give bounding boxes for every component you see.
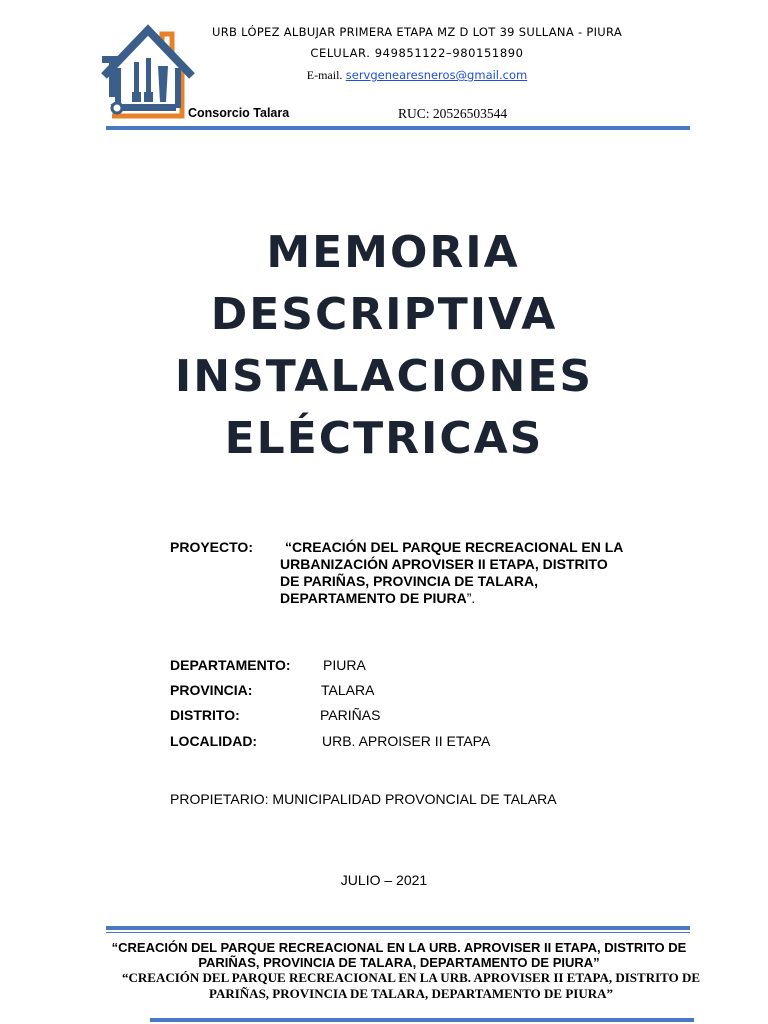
field-label-provincia: PROVINCIA: [170, 682, 253, 698]
footer-serif-line-2: PARIÑAS, PROVINCIA DE TALARA, DEPARTAMENTO DE PIURA” [208, 986, 613, 1001]
header-address: URB LÓPEZ ALBUJAR PRIMERA ETAPA MZ D LOT 39 SULLANA - PIURA [212, 25, 622, 39]
footer-sans-line-2: PARIÑAS, PROVINCIA DE TALARA, DEPARTAMENTO DE PIURA” [198, 955, 600, 970]
project-line-1: “CREACIÓN DEL PARQUE RECREACIONAL EN LA [285, 539, 624, 555]
header-divider [106, 126, 690, 130]
document-title [0, 222, 768, 470]
project-line-4-text: DEPARTAMENTO DE PIURA [280, 590, 467, 606]
ruc-number: RUC: 20526503544 [398, 106, 508, 121]
field-value-localidad: URB. APROISER II ETAPA [322, 733, 491, 749]
company-name: Consorcio Talara [188, 106, 290, 120]
email-link[interactable]: servgenearesneros@gmail.com [345, 68, 528, 82]
footer-project-serif [112, 970, 710, 1002]
footer-divider-thin [106, 932, 690, 933]
field-value-distrito: PARIÑAS [320, 707, 381, 723]
field-label-localidad: LOCALIDAD: [170, 733, 258, 749]
footer-divider [106, 926, 690, 930]
project-line-4-end: ”. [466, 590, 476, 606]
footer-bottom-divider [150, 1018, 694, 1022]
document-date: JULIO – 2021 [340, 872, 428, 888]
owner-line: PROPIETARIO: MUNICIPALIDAD PROVONCIAL DE TALARA [170, 791, 557, 807]
project-line-4 [280, 590, 663, 607]
field-label-distrito: DISTRITO: [170, 707, 240, 723]
title-line-3: INSTALACIONES [174, 351, 594, 402]
title-line-2: DESCRIPTIVA [210, 289, 558, 340]
header-email-line [0, 68, 768, 83]
footer-serif-line-1: “CREACIÓN DEL PARQUE RECREACIONAL EN LA URB. APROVISER II ETAPA, DISTRITO DE [122, 970, 700, 985]
project-line-3: DE PARIÑAS, PROVINCIA DE TALARA, [280, 573, 538, 589]
title-line-4: ELÉCTRICAS [224, 413, 544, 464]
footer-project-sans [100, 940, 698, 970]
project-label: PROYECTO: [170, 539, 253, 555]
email-label: E-mail. [306, 68, 343, 82]
field-value-departamento: PIURA [323, 657, 366, 673]
header-phone: CELULAR. 949851122–980151890 [310, 46, 524, 60]
project-description [280, 539, 663, 607]
footer-sans-line-1: “CREACIÓN DEL PARQUE RECREACIONAL EN LA URB. APROVISER II ETAPA, DISTRITO DE [111, 940, 687, 955]
field-value-provincia: TALARA [321, 682, 375, 698]
field-label-departamento: DEPARTAMENTO: [170, 657, 291, 673]
project-line-2: URBANIZACIÓN APROVISER II ETAPA, DISTRITO [280, 556, 608, 572]
title-line-1: MEMORIA [266, 227, 520, 278]
